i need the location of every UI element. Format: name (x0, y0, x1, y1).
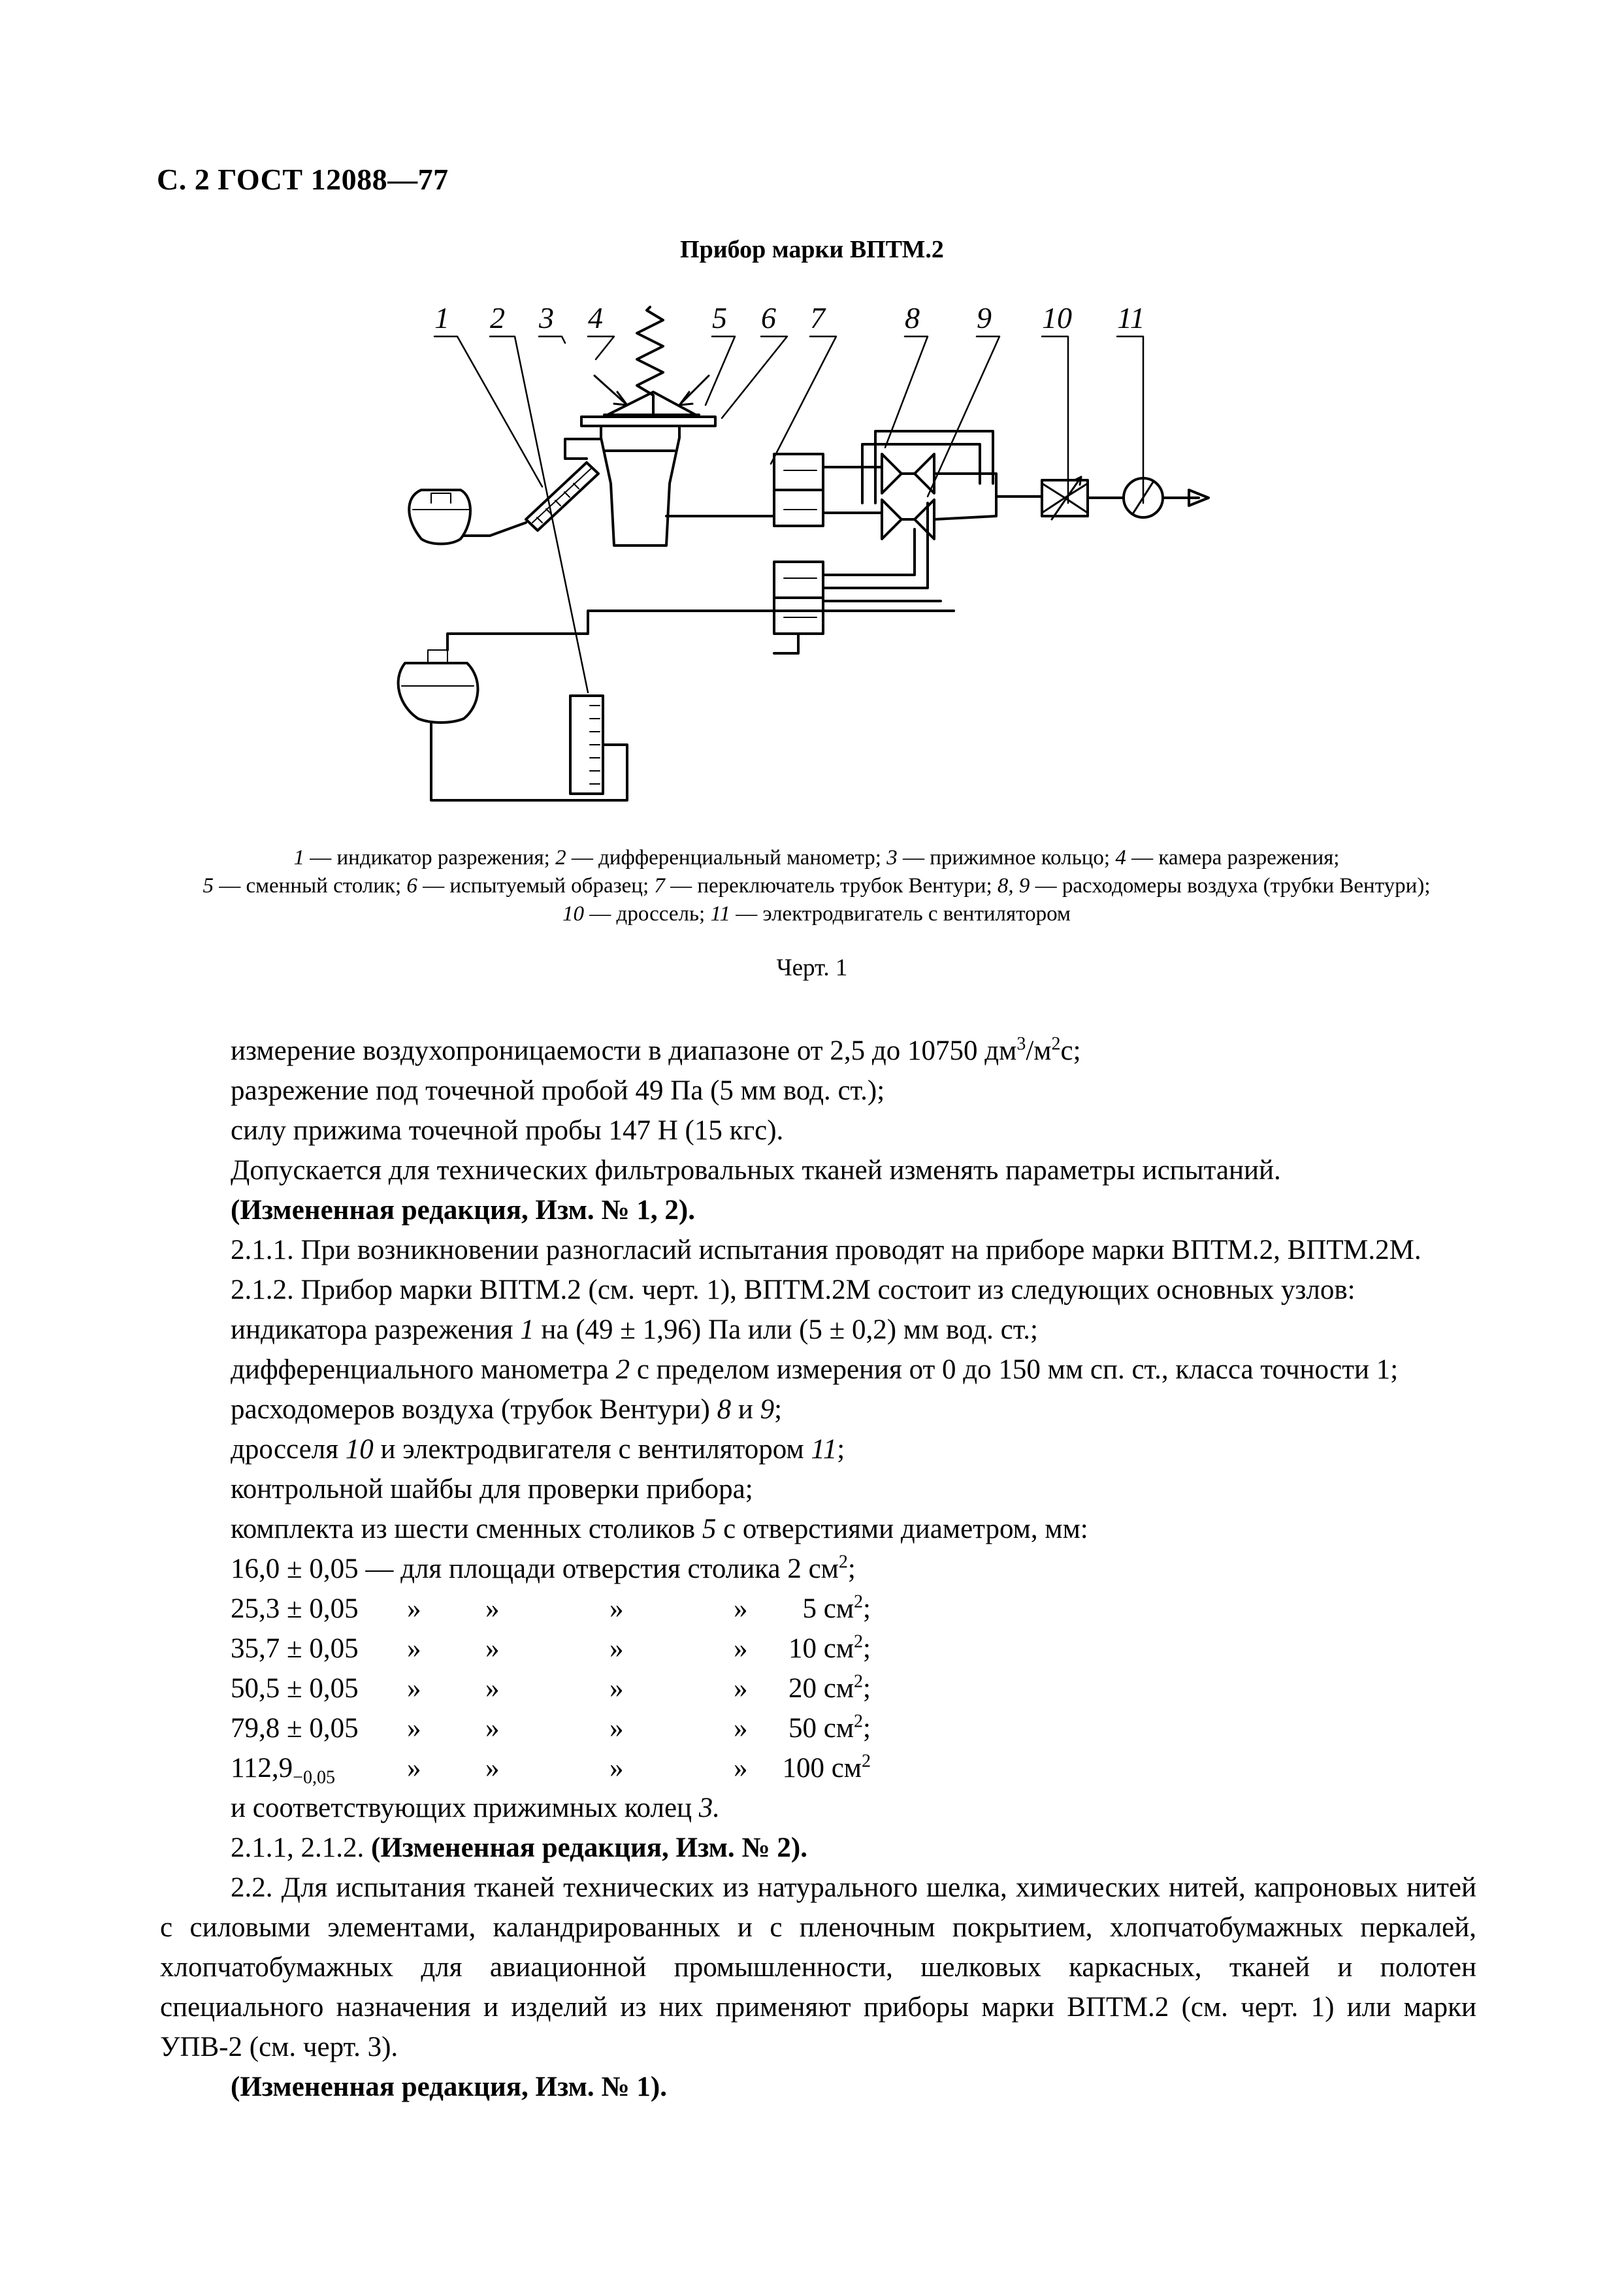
para-2-2: 2.2. Для испытания тканей технических из натурального шелка, химических нитей, капроновых нитей с силовыми элементами, каландрированных и с пленочным покрытием, хлопчатобумажных перкалей, хлопчатобумажных для авиационной промышленности, шелковых каркасных, тканей и полотен специального назначения и изделий из них применяют приборы марки ВПТМ.2 (см. черт. 1) или марки УПВ-2 (см. черт. 3). (160, 1872, 1476, 2062)
para-2-1-1: 2.1.1. При возникновении разногласий испытания проводят на приборе марки ВПТМ.2, ВПТМ.2М. (231, 1235, 1421, 1265)
item-indicator: индикатора разрежения 1 на (49 ± 1,96) Па или (5 ± 0,2) мм вод. ст.; (231, 1314, 1038, 1345)
item-washer: контрольной шайбы для проверки прибора; (231, 1474, 753, 1505)
amendment-note-1: (Измененная редакция, Изм. № 1, 2). (231, 1195, 695, 1226)
venturi-8 (882, 454, 934, 493)
amendment-note-3: (Измененная редакция, Изм. № 1). (231, 2072, 667, 2102)
para-allowed: Допускается для технических фильтровальных тканей изменять параметры испытаний. (231, 1155, 1281, 1186)
label-4: 4 (588, 301, 603, 334)
figure-number: Черт. 1 (776, 954, 848, 981)
diameter-row: 79,8 ± 0,05 » » » » 50 $см^2$; (231, 1711, 871, 1744)
body-text (160, 1031, 1476, 2107)
ring-arrow-right (679, 376, 709, 405)
item-flowmeters: расходомеров воздуха (трубок Вентури) 8 и 9; (231, 1394, 783, 1425)
vacuum-indicator-tube (526, 463, 598, 530)
page-header: С. 2 ГОСТ 12088—77 (157, 163, 449, 196)
diameter-row: 50,5 ± 0,05 » » » » 20 $см^2$; (231, 1671, 871, 1704)
diameter-row: 35,7 ± 0,05 » » » » 10 $см^2$; (231, 1631, 871, 1664)
label-10: 10 (1042, 301, 1072, 334)
label-8: 8 (905, 301, 920, 334)
para-range: измерение воздухопроницаемости в диапазоне от 2,5 до 10750 $дм^3/м^2с$; (231, 1034, 1081, 1066)
vptm2-schematic (366, 287, 1293, 830)
label-11: 11 (1117, 301, 1145, 334)
amendment-note-2: 2.1.1, 2.1.2. (Измененная редакция, Изм. № 2). (231, 1832, 807, 1863)
label-5: 5 (712, 301, 727, 334)
para-2-1-2: 2.1.2. Прибор марки ВПТМ.2 (см. черт. 1), ВПТМ.2М состоит из следующих основных узлов: (231, 1275, 1356, 1305)
para-force: силу прижима точечной пробы 147 Н (15 кгс). (231, 1115, 784, 1146)
item-throttle: дросселя 10 и электродвигателя с вентилятором 11; (231, 1434, 845, 1465)
label-6: 6 (761, 301, 776, 334)
label-9: 9 (977, 301, 992, 334)
label-2: 2 (490, 301, 505, 334)
flask-1 (409, 490, 470, 544)
diameter-row-1: 16,0 ± 0,05 — для площади отверстия столика 2 $см^2$; (231, 1552, 856, 1584)
figure-caption: 1 — индикатор разрежения; 2 — дифференциальный манометр; 3 — прижимное кольцо; 4 — камера разрежения; 5 — сменный столик; 6 — испытуемый образец; 7 — переключатель трубок Вентури; 8, 9 — расходомеры воздуха (трубки Вентури); 10 — дроссель; 11 — электродвигатель с вентилятором (203, 846, 1431, 926)
label-3: 3 (539, 301, 554, 334)
label-1: 1 (434, 301, 449, 334)
item-rings: и соответствующих прижимных колец 3. (231, 1793, 721, 1823)
flask-2 (398, 663, 478, 723)
item-manometer: дифференциального манометра 2 с пределом измерения от 0 до 150 мм сп. ст., класса точности 1; (231, 1354, 1399, 1385)
figure-title: Прибор марки ВПТМ.2 (680, 236, 944, 263)
diameter-row: $112,9_{-0,05}$ » » » » 100 $см^2$ (231, 1751, 871, 1788)
label-7: 7 (810, 301, 825, 334)
diameter-row: 25,3 ± 0,05 » » » » 5 $см^2$; (231, 1591, 871, 1624)
item-tables: комплекта из шести сменных столиков 5 с отверстиями диаметром, мм: (231, 1514, 1088, 1544)
ring-arrow-left (594, 376, 627, 405)
sample-table (581, 417, 715, 426)
diameter-table (231, 1589, 871, 1788)
para-vacuum: разрежение под точечной пробой 49 Па (5 мм вод. ст.); (231, 1075, 885, 1106)
vacuum-chamber (601, 426, 679, 545)
